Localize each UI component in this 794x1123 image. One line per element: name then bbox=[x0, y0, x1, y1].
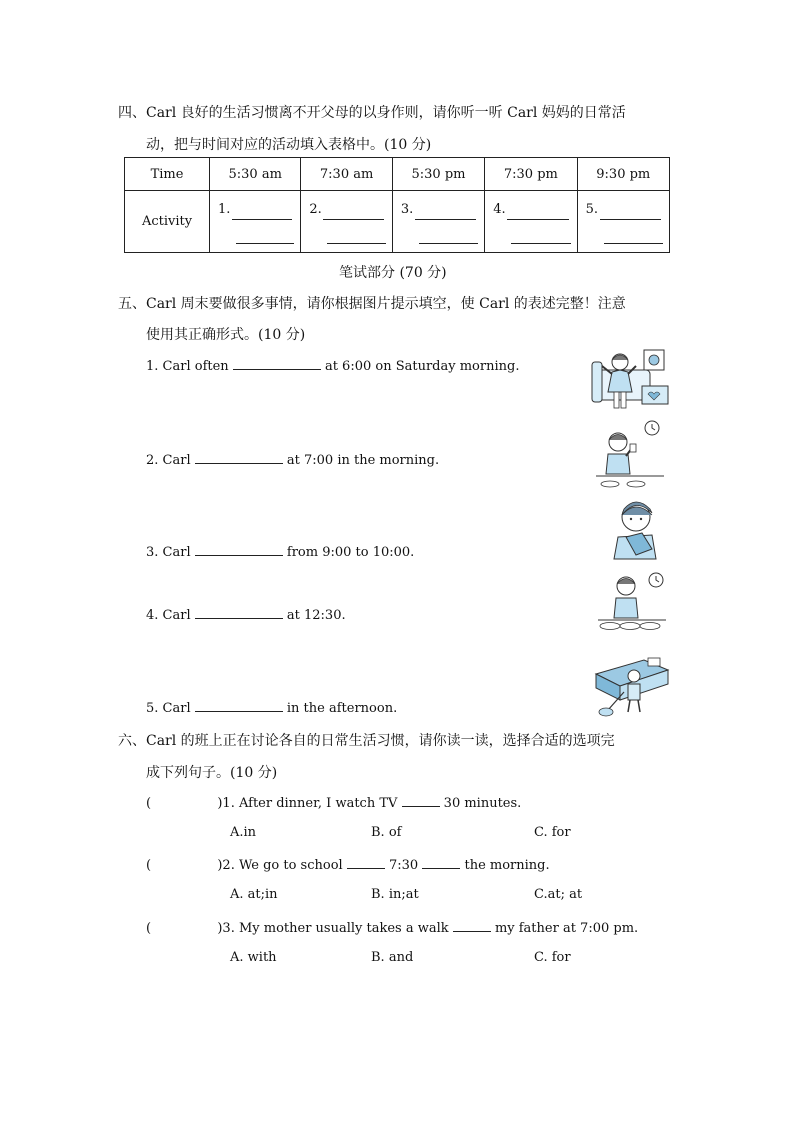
question-text: )2. We go to school bbox=[217, 858, 343, 873]
activity-cell[interactable] bbox=[210, 191, 301, 253]
activity-cell[interactable] bbox=[485, 191, 577, 253]
question-text: )1. After dinner, I watch TV bbox=[217, 796, 398, 811]
activity-cell[interactable] bbox=[392, 191, 484, 253]
fill-item-2 bbox=[146, 451, 439, 468]
activity-number: 1. bbox=[218, 202, 231, 217]
table-row bbox=[125, 158, 670, 191]
question-blank bbox=[453, 919, 491, 932]
item-text: 2. Carl bbox=[146, 453, 191, 468]
question-blank bbox=[402, 794, 440, 807]
question-3 bbox=[146, 919, 638, 936]
answer-paren[interactable]: ( bbox=[146, 921, 152, 936]
activity-number: 2. bbox=[309, 202, 322, 217]
fill-item-3 bbox=[146, 543, 414, 560]
answer-blank[interactable] bbox=[195, 606, 283, 619]
answer-paren[interactable]: ( bbox=[146, 858, 152, 873]
question-blank bbox=[422, 856, 460, 869]
item-text: 4. Carl bbox=[146, 608, 191, 623]
answer-blank[interactable] bbox=[195, 543, 283, 556]
item-text: at 7:00 in the morning. bbox=[286, 453, 440, 468]
option-b[interactable]: B. of bbox=[371, 825, 402, 840]
boy-waking-up-picture bbox=[590, 348, 670, 412]
boy-cleaning-picture bbox=[594, 656, 670, 718]
option-a[interactable]: A.in bbox=[230, 825, 257, 840]
fill-item-4 bbox=[146, 606, 346, 623]
option-a[interactable]: A. with bbox=[230, 950, 277, 965]
time-cell: 7:30 am bbox=[301, 158, 392, 191]
question-text: the morning. bbox=[464, 858, 550, 873]
activity-number: 5. bbox=[585, 202, 598, 217]
answer-blank[interactable] bbox=[195, 451, 283, 464]
item-text: 3. Carl bbox=[146, 545, 191, 560]
schedule-table bbox=[124, 157, 670, 253]
question-1 bbox=[146, 794, 521, 811]
section5-title-line2: 使用其正确形式。(10 分) bbox=[146, 327, 306, 343]
activity-cell[interactable] bbox=[577, 191, 669, 253]
time-cell: 9:30 pm bbox=[577, 158, 669, 191]
item-text: at 6:00 on Saturday morning. bbox=[324, 359, 520, 374]
boy-brushing-teeth-picture bbox=[596, 418, 664, 494]
activity-label: Activity bbox=[125, 191, 210, 253]
section5-title-line1: 五、Carl 周末要做很多事情，请你根据图片提示填空，使 Carl 的表述完整！注意 bbox=[118, 296, 626, 312]
activity-cell[interactable] bbox=[301, 191, 392, 253]
time-cell: 7:30 pm bbox=[485, 158, 577, 191]
option-b[interactable]: B. in;at bbox=[371, 887, 419, 902]
fill-item-1 bbox=[146, 357, 519, 374]
fill-item-5 bbox=[146, 699, 397, 716]
table-row bbox=[125, 191, 670, 253]
boy-eating-lunch-picture bbox=[598, 570, 666, 634]
item-text: at 12:30. bbox=[286, 608, 346, 623]
item-text: 1. Carl often bbox=[146, 359, 229, 374]
answer-paren[interactable]: ( bbox=[146, 796, 152, 811]
section4-title-line2: 动，把与时间对应的活动填入表格中。(10 分) bbox=[146, 137, 432, 153]
section6-title-line1: 六、Carl 的班上正在讨论各自的日常生活习惯，请你读一读，选择合适的选项完 bbox=[118, 733, 615, 749]
question-text: )3. My mother usually takes a walk bbox=[217, 921, 449, 936]
option-c[interactable]: C. for bbox=[534, 825, 571, 840]
answer-blank[interactable] bbox=[195, 699, 283, 712]
option-a[interactable]: A. at;in bbox=[230, 887, 278, 902]
item-text: in the afternoon. bbox=[286, 701, 398, 716]
activity-number: 3. bbox=[400, 202, 414, 217]
time-cell: 5:30 pm bbox=[392, 158, 484, 191]
question-text: 30 minutes. bbox=[443, 796, 522, 811]
section6-title-line2: 成下列句子。(10 分) bbox=[146, 765, 278, 781]
answer-blank[interactable] bbox=[233, 357, 321, 370]
question-text: 7:30 bbox=[388, 858, 419, 873]
option-b[interactable]: B. and bbox=[371, 950, 414, 965]
activity-number: 4. bbox=[493, 202, 506, 217]
item-text: from 9:00 to 10:00. bbox=[286, 545, 415, 560]
written-part-heading: 笔试部分 (70 分) bbox=[339, 265, 447, 281]
boy-reading-picture bbox=[612, 497, 664, 561]
time-cell: 5:30 am bbox=[210, 158, 301, 191]
section4-title-line1: 四、Carl 良好的生活习惯离不开父母的以身作则，请你听一听 Carl 妈妈的日常活 bbox=[118, 105, 626, 121]
question-2 bbox=[146, 856, 550, 873]
option-c[interactable]: C. for bbox=[534, 950, 571, 965]
time-label: Time bbox=[125, 158, 210, 191]
option-c[interactable]: C.at; at bbox=[534, 887, 583, 902]
question-text: my father at 7:00 pm. bbox=[494, 921, 639, 936]
question-blank bbox=[347, 856, 385, 869]
item-text: 5. Carl bbox=[146, 701, 191, 716]
